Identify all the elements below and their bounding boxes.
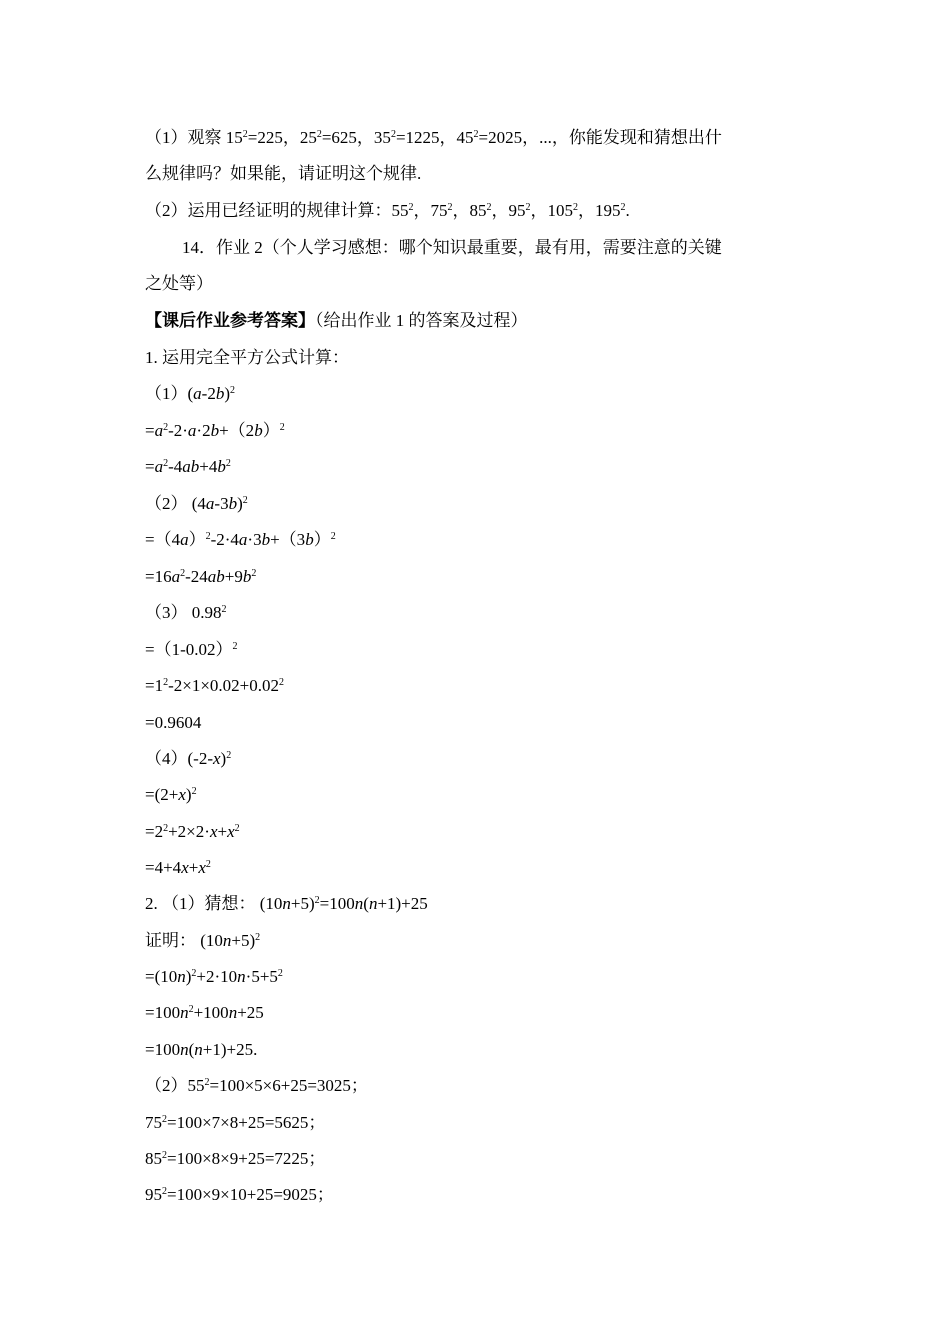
text: +2×2· — [168, 822, 210, 841]
q1-sub1-step2 — [145, 456, 231, 478]
exponent: 2 — [279, 677, 285, 688]
text: ) — [185, 785, 192, 804]
var: a — [238, 530, 248, 549]
exponent: 2 — [191, 786, 197, 797]
var: a — [193, 384, 202, 403]
exponent: 2 — [225, 458, 231, 469]
text: +1)+25 — [377, 894, 428, 913]
exponent: 2 — [162, 1186, 167, 1197]
exponent: 2 — [279, 422, 285, 433]
text: 1. 运用完全平方公式计算： — [145, 348, 349, 367]
text: =100×9×10+25=9025； — [167, 1185, 334, 1204]
q2-proof3 — [145, 1039, 257, 1061]
text: ·2 — [196, 421, 211, 440]
text: =100×8×9+25=7225； — [167, 1149, 326, 1168]
text: . — [625, 201, 630, 220]
exponent: 2 — [251, 568, 257, 579]
problem13-part2 — [145, 200, 630, 222]
exponent: 2 — [191, 968, 197, 979]
exponent: 2 — [314, 895, 320, 906]
answers-header — [145, 310, 528, 332]
q2-proof2 — [145, 1002, 264, 1024]
var: n — [237, 967, 246, 986]
text: 95 — [145, 1185, 162, 1204]
text: 2. （1）猜想： (10 — [145, 894, 283, 913]
var: b — [242, 567, 252, 586]
exponent: 2 — [180, 568, 186, 579]
q1-sub4-expr — [145, 748, 231, 770]
q1-sub4-step1 — [145, 784, 197, 806]
var: b — [215, 384, 225, 403]
text: ） — [262, 421, 280, 440]
answers-header-rest: （给出作业 1 的答案及过程） — [315, 311, 528, 330]
text: ( — [188, 1040, 195, 1059]
exponent: 2 — [390, 129, 396, 140]
text: = — [145, 457, 155, 476]
q2-calc3 — [145, 1148, 325, 1170]
exponent: 2 — [234, 823, 240, 834]
text: -3 — [214, 494, 229, 513]
var: a — [205, 494, 215, 513]
var: a — [154, 421, 164, 440]
text: =625，35 — [321, 128, 391, 147]
text: 0.98 — [187, 603, 222, 622]
var: n — [180, 1040, 189, 1059]
text: ·3 — [247, 530, 262, 549]
text: + — [217, 822, 228, 841]
label: （4） — [145, 749, 188, 768]
text: 75 — [145, 1113, 162, 1132]
exponent: 2 — [230, 385, 236, 396]
exponent: 2 — [486, 202, 492, 213]
text: +25 — [237, 1003, 264, 1022]
exponent: 2 — [163, 422, 169, 433]
exponent: 2 — [232, 641, 238, 652]
problem13-part1-line1 — [145, 127, 722, 149]
exponent: 2 — [162, 1150, 167, 1161]
text: +9 — [224, 567, 243, 586]
text: 证明： (10 — [145, 931, 223, 950]
text: =2 — [145, 822, 164, 841]
text: =16 — [145, 567, 172, 586]
text: +1)+25. — [202, 1040, 258, 1059]
var: n — [354, 894, 364, 913]
q1-sub4-step2 — [145, 821, 240, 843]
exponent: 2 — [221, 604, 227, 615]
text: +（3 — [270, 530, 306, 549]
text: -2·4 — [210, 530, 239, 549]
text: ·5+5 — [245, 967, 278, 986]
var: x — [178, 785, 186, 804]
text: =0.9604 — [145, 713, 202, 732]
text: ，75 — [413, 201, 448, 220]
text: =100 — [145, 1040, 181, 1059]
exponent: 2 — [573, 202, 578, 213]
exponent: 2 — [163, 458, 169, 469]
text: -2 — [201, 384, 216, 403]
text: ) — [185, 967, 192, 986]
text: -4 — [168, 457, 183, 476]
text: +5) — [231, 931, 256, 950]
var: b — [254, 421, 263, 440]
text: +（2 — [219, 421, 255, 440]
text: -2×1×0.02+0.02 — [168, 676, 280, 695]
q1-sub1-expr — [145, 383, 235, 405]
exponent: 2 — [316, 129, 322, 140]
text: =（1-0.02） — [145, 640, 233, 659]
exponent: 2 — [162, 1114, 167, 1125]
text: ) — [237, 494, 243, 513]
text: (-2- — [187, 749, 213, 768]
answers-header-bold: 【课后作业参考答案】 — [145, 311, 315, 330]
text: ，85 — [452, 201, 487, 220]
exponent: 2 — [163, 823, 169, 834]
exponent: 2 — [242, 495, 248, 506]
text: =100×5×6+25=3025； — [209, 1076, 368, 1095]
text: ，95 — [491, 201, 526, 220]
text: =(2+ — [145, 785, 179, 804]
var: n — [222, 931, 232, 950]
text: =225，25 — [247, 128, 317, 147]
exponent: 2 — [242, 129, 248, 140]
text: -2· — [168, 421, 188, 440]
exponent: 2 — [205, 531, 211, 542]
var: n — [368, 894, 378, 913]
var: n — [177, 967, 186, 986]
text: =100 — [319, 894, 355, 913]
problem14-line1 — [182, 237, 722, 259]
var: n — [180, 1003, 189, 1022]
var: b — [261, 530, 271, 549]
exponent: 2 — [163, 677, 169, 688]
var: a — [171, 567, 181, 586]
text: ，195 — [578, 201, 621, 220]
exponent: 2 — [447, 202, 453, 213]
text: （1）观察 15 — [145, 128, 243, 147]
q2-calc1 — [145, 1075, 368, 1097]
q2-proof1 — [145, 966, 283, 988]
text: ( — [187, 384, 194, 403]
q1-sub3-step1 — [145, 639, 238, 661]
text: =100×7×8+25=5625； — [167, 1113, 326, 1132]
var: x — [227, 822, 235, 841]
text: =100 — [145, 1003, 181, 1022]
text: ) — [220, 749, 227, 768]
text: ( — [363, 894, 369, 913]
problem13-part1-line2 — [145, 163, 421, 185]
text: -24 — [185, 567, 208, 586]
var: x — [198, 858, 206, 877]
text: +100 — [193, 1003, 229, 1022]
var: n — [228, 1003, 238, 1022]
var: x — [209, 822, 218, 841]
exponent: 2 — [277, 968, 283, 979]
text: 14．作业 2（个人学习感想：哪个知识最重要，最有用，需要注意的关键 — [182, 238, 722, 257]
text: +2·10 — [196, 967, 238, 986]
text: =1 — [145, 676, 164, 695]
q2-calc4 — [145, 1184, 334, 1206]
exponent: 2 — [204, 1077, 210, 1088]
q1-title — [145, 347, 349, 369]
text: = — [145, 421, 155, 440]
q2-guess — [145, 893, 428, 915]
text: （2）运用已经证明的规律计算：55 — [145, 201, 409, 220]
label: （2） — [145, 494, 188, 513]
q1-sub4-step3 — [145, 857, 211, 879]
exponent: 2 — [525, 202, 531, 213]
q1-sub3-expr — [145, 602, 227, 624]
q2-proof-label — [145, 930, 260, 952]
var: n — [282, 894, 291, 913]
text: 么规律吗？如果能，请证明这个规律. — [145, 164, 422, 183]
var: a — [180, 530, 189, 549]
var: n — [194, 1040, 203, 1059]
q1-sub2-step1 — [145, 529, 336, 551]
text: （2）55 — [145, 1076, 205, 1095]
var: a — [154, 457, 164, 476]
exponent: 2 — [255, 932, 261, 943]
var: x — [181, 858, 189, 877]
exponent: 2 — [620, 202, 626, 213]
var: b — [305, 530, 314, 549]
text: =1225，45 — [395, 128, 474, 147]
var: ab — [207, 567, 225, 586]
text: =2025，...，你能发现和猜想出什 — [478, 128, 722, 147]
text: +5) — [290, 894, 315, 913]
q1-sub2-step2 — [145, 566, 256, 588]
q1-sub3-step3 — [145, 712, 201, 734]
text: ，105 — [530, 201, 573, 220]
text: 85 — [145, 1149, 162, 1168]
text: =4+4 — [145, 858, 182, 877]
q1-sub2-expr — [145, 493, 248, 515]
var: x — [212, 749, 221, 768]
exponent: 2 — [473, 129, 479, 140]
text: ） — [313, 530, 331, 549]
text: + — [188, 858, 199, 877]
text: +4 — [199, 457, 218, 476]
problem14-line2 — [145, 273, 213, 295]
label: （1） — [145, 384, 188, 403]
exponent: 2 — [205, 859, 211, 870]
q1-sub3-step2 — [145, 675, 284, 697]
q1-sub1-step1 — [145, 420, 285, 442]
label: （3） — [145, 603, 188, 622]
var: b — [228, 494, 238, 513]
var: b — [217, 457, 226, 476]
exponent: 2 — [226, 750, 232, 761]
text: ) — [224, 384, 231, 403]
text: 之处等） — [145, 274, 213, 293]
text: ） — [188, 530, 206, 549]
exponent: 2 — [188, 1004, 194, 1015]
text: =（4 — [145, 530, 181, 549]
exponent: 2 — [408, 202, 414, 213]
var: ab — [182, 457, 200, 476]
text: =(10 — [145, 967, 178, 986]
var: b — [210, 421, 220, 440]
text: (4 — [187, 494, 206, 513]
q2-calc2 — [145, 1112, 325, 1134]
exponent: 2 — [330, 531, 336, 542]
var: a — [187, 421, 197, 440]
